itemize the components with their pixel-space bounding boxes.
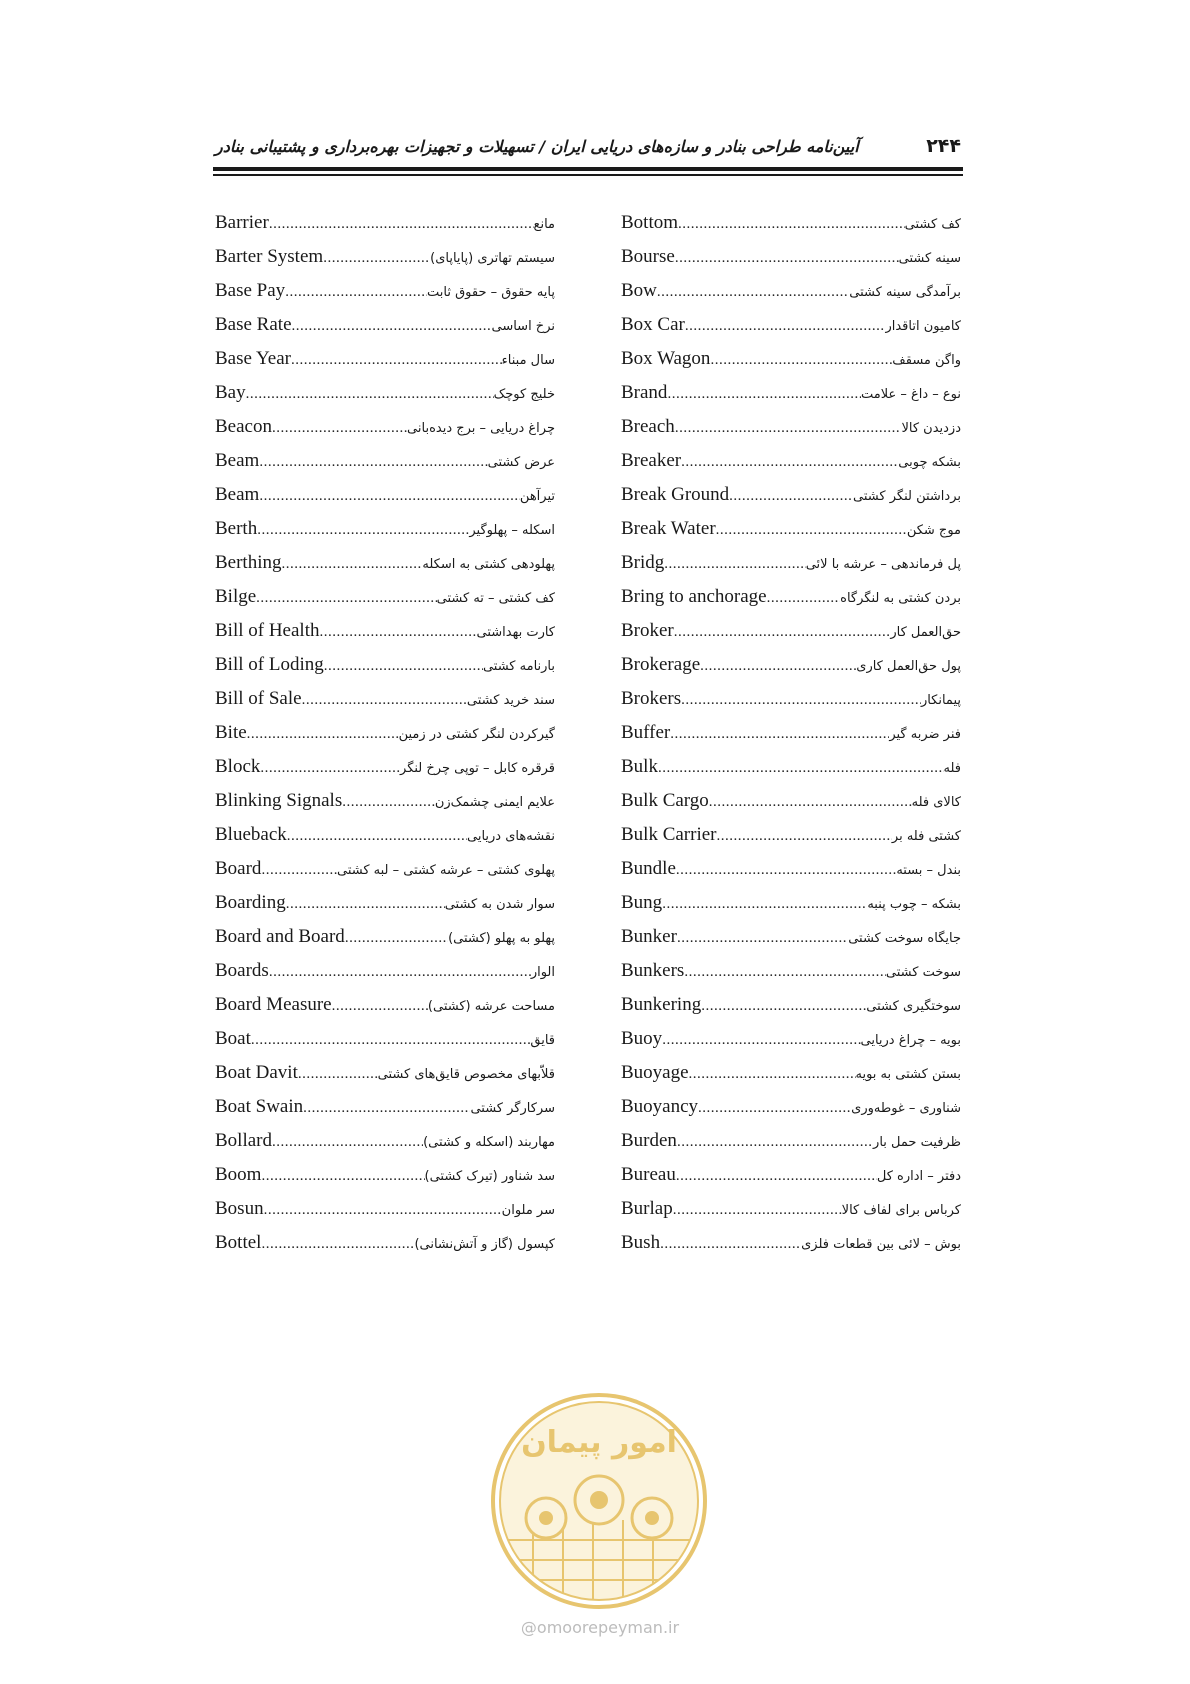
entry-translation: قلاّبهای مخصوص قایق‌های کشتی bbox=[377, 1067, 555, 1082]
leader-dots bbox=[676, 1168, 877, 1185]
glossary-entry bbox=[215, 416, 555, 450]
glossary-entry bbox=[215, 586, 555, 620]
leader-dots bbox=[287, 828, 467, 845]
leader-dots bbox=[256, 590, 436, 607]
entry-translation: سرکارگر کشتی bbox=[470, 1101, 555, 1116]
glossary-entry bbox=[621, 382, 961, 416]
entry-term: Bring to anchorage bbox=[621, 586, 767, 607]
glossary-column-right bbox=[621, 212, 961, 1266]
glossary-entry bbox=[215, 654, 555, 688]
glossary-entry bbox=[621, 314, 961, 348]
entry-term: Bottel bbox=[215, 1232, 262, 1253]
glossary-entry bbox=[621, 518, 961, 552]
glossary-entry bbox=[215, 1164, 555, 1198]
entry-term: Base Rate bbox=[215, 314, 292, 335]
entry-translation: سر ملوان bbox=[501, 1203, 555, 1218]
entry-term: Boat bbox=[215, 1028, 251, 1049]
entry-term: Boat Swain bbox=[215, 1096, 304, 1117]
glossary-entry bbox=[215, 552, 555, 586]
glossary-entry bbox=[621, 620, 961, 654]
glossary-entry bbox=[215, 926, 555, 960]
entry-translation: نقشه‌های دریایی bbox=[467, 829, 555, 844]
entry-term: Beam bbox=[215, 450, 260, 471]
leader-dots bbox=[709, 794, 912, 811]
entry-translation: گیرکردن لنگر کشتی در زمین bbox=[398, 727, 555, 742]
glossary-entry bbox=[215, 212, 555, 246]
entry-term: Buffer bbox=[621, 722, 671, 743]
leader-dots bbox=[660, 1236, 801, 1253]
entry-translation: پهلودهی کشتی به اسکله bbox=[422, 557, 555, 572]
glossary-entry bbox=[215, 246, 555, 280]
glossary-entry bbox=[215, 1096, 555, 1130]
entry-term: Beacon bbox=[215, 416, 272, 437]
entry-translation: واگن مسقف bbox=[892, 353, 961, 368]
entry-translation: مهاربند (اسکله و کشتی) bbox=[423, 1135, 555, 1150]
entry-translation: قایق bbox=[530, 1033, 555, 1048]
glossary-entry bbox=[621, 858, 961, 892]
page-number: ۲۴۴ bbox=[926, 135, 961, 157]
entry-translation: برداشتن لنگر کشتی bbox=[853, 489, 961, 504]
entry-translation: کالای فله bbox=[911, 795, 961, 810]
glossary-entry bbox=[215, 722, 555, 756]
entry-translation: کرباس برای لفاف کالا bbox=[841, 1203, 961, 1218]
glossary-entry bbox=[215, 1198, 555, 1232]
leader-dots bbox=[302, 692, 467, 709]
page-header bbox=[215, 126, 961, 166]
entry-translation: قرقره کابل – توپی چرخ لنگر bbox=[400, 761, 555, 776]
leader-dots bbox=[677, 1134, 873, 1151]
glossary-entry bbox=[621, 960, 961, 994]
glossary-entry bbox=[621, 1028, 961, 1062]
leader-dots bbox=[285, 284, 427, 301]
entry-term: Break Water bbox=[621, 518, 716, 539]
entry-translation: مانع bbox=[533, 217, 555, 232]
glossary-entry bbox=[621, 416, 961, 450]
entry-translation: سوختگیری کشتی bbox=[866, 999, 961, 1014]
entry-translation: بارنامه کشتی bbox=[482, 659, 555, 674]
leader-dots bbox=[342, 794, 435, 811]
entry-term: Bilge bbox=[215, 586, 257, 607]
leader-dots bbox=[324, 658, 483, 675]
leader-dots bbox=[261, 862, 337, 879]
leader-dots bbox=[259, 488, 520, 505]
entry-term: Burden bbox=[621, 1130, 677, 1151]
leader-dots bbox=[685, 318, 886, 335]
entry-translation: ظرفیت حمل بار bbox=[873, 1135, 961, 1150]
leader-dots bbox=[701, 998, 866, 1015]
leader-dots bbox=[716, 522, 907, 539]
glossary-entry bbox=[621, 892, 961, 926]
entry-term: Brokerage bbox=[621, 654, 701, 675]
glossary-entry bbox=[621, 1232, 961, 1266]
entry-term: Buoyancy bbox=[621, 1096, 699, 1117]
glossary-entry bbox=[215, 892, 555, 926]
glossary-entry bbox=[215, 960, 555, 994]
entry-translation: کامیون اتاقدار bbox=[885, 319, 961, 334]
glossary-entry bbox=[621, 212, 961, 246]
entry-translation: برآمدگی سینه کشتی bbox=[849, 285, 961, 300]
entry-term: Bite bbox=[215, 722, 247, 743]
entry-translation: خلیج کوچک bbox=[493, 387, 555, 402]
glossary-entry bbox=[621, 1164, 961, 1198]
glossary-entry bbox=[621, 450, 961, 484]
entry-term: Bow bbox=[621, 280, 657, 301]
glossary-entry bbox=[621, 722, 961, 756]
entry-term: Board Measure bbox=[215, 994, 332, 1015]
entry-term: Box Car bbox=[621, 314, 685, 335]
glossary-entry bbox=[621, 926, 961, 960]
entry-translation: پایه حقوق – حقوق ثابت bbox=[427, 285, 555, 300]
entry-term: Boards bbox=[215, 960, 269, 981]
leader-dots bbox=[681, 454, 898, 471]
glossary-entry bbox=[621, 1062, 961, 1096]
leader-dots bbox=[698, 1100, 851, 1117]
entry-term: Bill of Sale bbox=[215, 688, 302, 709]
leader-dots bbox=[251, 1032, 530, 1049]
header-rule-thin bbox=[213, 174, 963, 176]
glossary-entry bbox=[215, 756, 555, 790]
leader-dots bbox=[345, 930, 448, 947]
entry-term: Bulk Carrier bbox=[621, 824, 717, 845]
entry-term: Bunkering bbox=[621, 994, 702, 1015]
glossary-entry bbox=[215, 790, 555, 824]
glossary-entry bbox=[621, 654, 961, 688]
entry-translation: علایم ایمنی چشمک‌زن bbox=[434, 795, 555, 810]
leader-dots bbox=[678, 216, 905, 233]
glossary-entry bbox=[621, 790, 961, 824]
leader-dots bbox=[675, 420, 902, 437]
entry-term: Bourse bbox=[621, 246, 675, 267]
glossary-entry bbox=[621, 586, 961, 620]
leader-dots bbox=[247, 726, 399, 743]
leader-dots bbox=[257, 522, 469, 539]
entry-term: Bulk Cargo bbox=[621, 790, 709, 811]
leader-dots bbox=[689, 1066, 856, 1083]
entry-term: Break Ground bbox=[621, 484, 730, 505]
glossary-entry bbox=[621, 756, 961, 790]
leader-dots bbox=[670, 726, 889, 743]
entry-translation: کپسول (گاز و آتش‌نشانی) bbox=[414, 1237, 555, 1252]
leader-dots bbox=[676, 862, 896, 879]
leader-dots bbox=[667, 386, 861, 403]
leader-dots bbox=[298, 1066, 378, 1083]
glossary-entry bbox=[215, 620, 555, 654]
watermark-seal-icon bbox=[488, 1390, 710, 1612]
leader-dots bbox=[677, 930, 848, 947]
entry-term: Bunker bbox=[621, 926, 677, 947]
entry-translation: پیمانکار bbox=[920, 693, 961, 708]
entry-translation: کشتی فله بر bbox=[891, 829, 961, 844]
leader-dots bbox=[684, 964, 886, 981]
entry-term: Barrier bbox=[215, 212, 269, 233]
glossary-entry bbox=[215, 1062, 555, 1096]
glossary-entry bbox=[621, 1130, 961, 1164]
leader-dots bbox=[700, 658, 856, 675]
entry-translation: بشکه چوبی bbox=[898, 455, 961, 470]
glossary-entry bbox=[215, 382, 555, 416]
leader-dots bbox=[673, 1202, 842, 1219]
leader-dots bbox=[675, 250, 899, 267]
entry-term: Breaker bbox=[621, 450, 682, 471]
entry-translation: بشکه – چوب پنبه bbox=[867, 897, 961, 912]
leader-dots bbox=[292, 318, 492, 335]
entry-translation: کارت بهداشتی bbox=[476, 625, 555, 640]
entry-translation: نوع – داغ – علامت bbox=[860, 387, 961, 402]
glossary-entry bbox=[621, 280, 961, 314]
glossary-entry bbox=[215, 450, 555, 484]
glossary-entry bbox=[621, 1198, 961, 1232]
leader-dots bbox=[717, 828, 892, 845]
entry-term: Board bbox=[215, 858, 262, 879]
entry-term: Bill of Health bbox=[215, 620, 320, 641]
entry-translation: سال مبناء bbox=[501, 353, 555, 368]
glossary-entry bbox=[215, 1130, 555, 1164]
entry-term: Base Pay bbox=[215, 280, 286, 301]
glossary-entry bbox=[621, 688, 961, 722]
glossary-entry bbox=[215, 1232, 555, 1266]
leader-dots bbox=[662, 1032, 860, 1049]
entry-translation: سینه کشتی bbox=[898, 251, 961, 266]
leader-dots bbox=[664, 556, 805, 573]
entry-translation: پهلوی کشتی – عرشه کشتی – لبه کشتی bbox=[336, 863, 555, 878]
leader-dots bbox=[710, 352, 892, 369]
entry-translation: عرض کشتی bbox=[487, 455, 555, 470]
entry-term: Base Year bbox=[215, 348, 291, 369]
leader-dots bbox=[272, 420, 407, 437]
leader-dots bbox=[674, 624, 891, 641]
entry-term: Bush bbox=[621, 1232, 661, 1253]
entry-term: Barter System bbox=[215, 246, 324, 267]
glossary-column-left bbox=[215, 212, 555, 1266]
entry-translation: فنر ضربه گیر bbox=[889, 727, 961, 742]
entry-translation: سوخت کشتی bbox=[885, 965, 961, 980]
leader-dots bbox=[282, 556, 423, 573]
leader-dots bbox=[286, 896, 445, 913]
leader-dots bbox=[767, 590, 841, 607]
entry-translation: شناوری – غوطه‌وری bbox=[851, 1101, 961, 1116]
glossary-entry bbox=[621, 246, 961, 280]
glossary-entry bbox=[621, 552, 961, 586]
entry-translation: جایگاه سوخت کشتی bbox=[848, 931, 961, 946]
glossary-entry bbox=[215, 484, 555, 518]
entry-translation: چراغ دریایی – برج دیده‌بانی bbox=[407, 421, 555, 436]
entry-term: Boarding bbox=[215, 892, 286, 913]
glossary-entry bbox=[215, 314, 555, 348]
entry-term: Bridg bbox=[621, 552, 665, 573]
glossary-entry bbox=[215, 994, 555, 1028]
entry-translation: سیستم تهاتری (پایاپای) bbox=[430, 251, 555, 266]
entry-translation: اسکله – پهلوگیر bbox=[469, 523, 555, 538]
entry-term: Beam bbox=[215, 484, 260, 505]
glossary-entry bbox=[621, 484, 961, 518]
entry-translation: پل فرماندهی – عرشه با لائی bbox=[805, 557, 961, 572]
leader-dots bbox=[319, 624, 476, 641]
entry-translation: بستن کشتی به بویه bbox=[855, 1067, 961, 1082]
leader-dots bbox=[269, 964, 531, 981]
entry-term: Blinking Signals bbox=[215, 790, 343, 811]
entry-translation: بویه – چراغ دریایی bbox=[860, 1033, 961, 1048]
entry-term: Bureau bbox=[621, 1164, 676, 1185]
entry-translation: بردن کشتی به لنگرگاه bbox=[840, 591, 961, 606]
entry-term: Broker bbox=[621, 620, 674, 641]
header-rule-thick bbox=[213, 167, 963, 171]
running-title: آیین‌نامه طراحی بنادر و سازه‌های دریایی ایران / تسهیلات و تجهیزات بهره‌برداری و پشتیبانی بنادر bbox=[215, 136, 859, 156]
entry-translation: الوار bbox=[530, 965, 555, 980]
entry-term: Berthing bbox=[215, 552, 282, 573]
entry-term: Blueback bbox=[215, 824, 287, 845]
leader-dots bbox=[264, 1202, 502, 1219]
glossary-entry bbox=[621, 994, 961, 1028]
glossary-entry bbox=[215, 518, 555, 552]
entry-term: Board and Board bbox=[215, 926, 345, 947]
entry-term: Box Wagon bbox=[621, 348, 711, 369]
entry-term: Boom bbox=[215, 1164, 262, 1185]
leader-dots bbox=[269, 216, 534, 233]
entry-term: Bundle bbox=[621, 858, 676, 879]
entry-translation: کف کشتی – ته کشتی bbox=[436, 591, 555, 606]
entry-term: Block bbox=[215, 756, 261, 777]
entry-translation: سوار شدن به کشتی bbox=[444, 897, 555, 912]
entry-translation: موج شکن bbox=[906, 523, 961, 538]
entry-translation: کف کشتی bbox=[904, 217, 961, 232]
entry-term: Breach bbox=[621, 416, 675, 437]
leader-dots bbox=[323, 250, 430, 267]
entry-term: Bottom bbox=[621, 212, 679, 233]
leader-dots bbox=[261, 1236, 414, 1253]
entry-translation: مساحت عرشه (کشتی) bbox=[427, 999, 555, 1014]
entry-translation: پهلو به پهلو (کشتی) bbox=[448, 931, 555, 946]
entry-term: Brokers bbox=[621, 688, 682, 709]
entry-term: Burlap bbox=[621, 1198, 673, 1219]
entry-term: Bung bbox=[621, 892, 663, 913]
leader-dots bbox=[332, 998, 428, 1015]
leader-dots bbox=[291, 352, 502, 369]
leader-dots bbox=[261, 1168, 424, 1185]
entry-term: Brand bbox=[621, 382, 668, 403]
entry-translation: فله bbox=[943, 761, 961, 776]
leader-dots bbox=[729, 488, 853, 505]
entry-term: Bosun bbox=[215, 1198, 264, 1219]
entry-term: Bay bbox=[215, 382, 246, 403]
entry-translation: تیرآهن bbox=[519, 489, 555, 504]
entry-translation: دزدیدن کالا bbox=[901, 421, 961, 436]
leader-dots bbox=[662, 896, 867, 913]
entry-translation: بندل – بسته bbox=[896, 863, 961, 878]
glossary-entry bbox=[621, 1096, 961, 1130]
entry-term: Bulk bbox=[621, 756, 658, 777]
entry-term: Berth bbox=[215, 518, 258, 539]
entry-term: Bunkers bbox=[621, 960, 685, 981]
glossary-entry bbox=[215, 824, 555, 858]
entry-translation: سند خرید کشتی bbox=[466, 693, 555, 708]
entry-translation: پول حق‌العمل کاری bbox=[856, 659, 961, 674]
entry-translation: دفتر – اداره کل bbox=[876, 1169, 961, 1184]
glossary-entry bbox=[215, 348, 555, 382]
entry-term: Bill of Loding bbox=[215, 654, 324, 675]
glossary-entry bbox=[621, 348, 961, 382]
entry-term: Buoy bbox=[621, 1028, 663, 1049]
glossary-entry bbox=[621, 824, 961, 858]
glossary-entry bbox=[215, 280, 555, 314]
entry-translation: بوش – لائی بین قطعات فلزی bbox=[801, 1237, 961, 1252]
leader-dots bbox=[259, 454, 487, 471]
entry-translation: نرخ اساسی bbox=[491, 319, 555, 334]
leader-dots bbox=[681, 692, 921, 709]
entry-term: Buoyage bbox=[621, 1062, 689, 1083]
glossary-entry bbox=[215, 858, 555, 892]
leader-dots bbox=[303, 1100, 470, 1117]
entry-translation: سد شناور (تیرک کشتی) bbox=[424, 1169, 555, 1184]
entry-translation: حق‌العمل کار bbox=[890, 625, 961, 640]
glossary-entry bbox=[215, 688, 555, 722]
watermark-url: @omoorepeyman.ir bbox=[520, 1618, 680, 1637]
leader-dots bbox=[260, 760, 400, 777]
glossary-entry bbox=[215, 1028, 555, 1062]
leader-dots bbox=[657, 284, 849, 301]
entry-term: Bollard bbox=[215, 1130, 272, 1151]
leader-dots bbox=[246, 386, 494, 403]
watermark-seal-text: امور پیمان bbox=[521, 1425, 677, 1460]
entry-term: Boat Davit bbox=[215, 1062, 298, 1083]
leader-dots bbox=[272, 1134, 423, 1151]
leader-dots bbox=[658, 760, 944, 777]
